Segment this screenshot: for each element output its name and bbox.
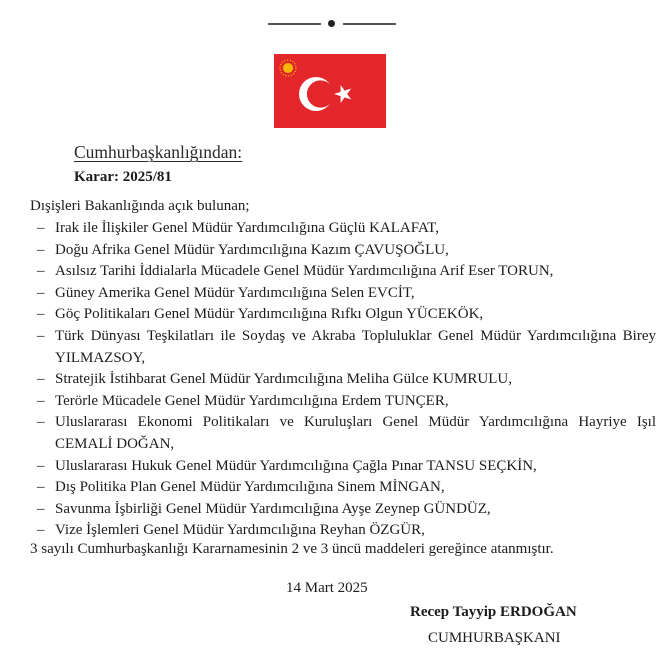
bullet-dash: – bbox=[37, 457, 45, 474]
issuer-heading: Cumhurbaşkanlığından: bbox=[74, 142, 243, 162]
bullet-dash: – bbox=[37, 500, 45, 517]
list-item bbox=[30, 283, 656, 305]
bullet-dash: – bbox=[37, 414, 45, 431]
list-item bbox=[30, 369, 656, 391]
appointment-text: Asılsız Tarihi İddialarla Mücadele Genel Müdür Yardımcılığına Arif Eser TORUN, bbox=[55, 263, 554, 280]
ornament-dot bbox=[328, 20, 335, 27]
appointment-text: Dış Politika Plan Genel Müdür Yardımcılığına Sinem MİNGAN, bbox=[55, 479, 445, 496]
appointment-text: Stratejik İstihbarat Genel Müdür Yardımcılığına Meliha Gülce KUMRULU, bbox=[55, 371, 513, 388]
ornament-line-right bbox=[343, 23, 396, 25]
bullet-dash: – bbox=[37, 306, 45, 323]
appointment-text: Doğu Afrika Genel Müdür Yardımcılığına Kazım ÇAVUŞOĞLU, bbox=[55, 241, 449, 258]
list-item bbox=[30, 304, 656, 326]
appointment-text: Türk Dünyası Teşkilatları ile Soydaş ve Akraba Topluluklar Genel Müdür Yardımcılığına Birey YILMAZSOY, bbox=[55, 327, 656, 366]
list-item bbox=[30, 520, 656, 542]
bullet-dash: – bbox=[37, 220, 45, 236]
list-item bbox=[30, 240, 656, 262]
decision-number: Karar: 2025/81 bbox=[74, 169, 172, 185]
list-item bbox=[30, 326, 656, 369]
bullet-dash: – bbox=[37, 263, 45, 280]
list-item bbox=[30, 218, 656, 240]
closing-text: 3 sayılı Cumhurbaşkanlığı Kararnamesinin 2 ve 3 üncü maddeleri gereğince atanmıştır. bbox=[30, 541, 554, 557]
bullet-dash: – bbox=[37, 392, 45, 409]
bullet-dash: – bbox=[37, 522, 45, 539]
intro-text: Dışişleri Bakanlığında açık bulunan; bbox=[30, 198, 250, 214]
list-item bbox=[30, 261, 656, 283]
list-item bbox=[30, 391, 656, 413]
appointment-text: Uluslararası Ekonomi Politikaları ve Kuruluşları Genel Müdür Yardımcılığına Hayriye Işıl CEMALİ DOĞAN, bbox=[55, 414, 656, 452]
bullet-dash: – bbox=[37, 284, 45, 301]
decision-date: 14 Mart 2025 bbox=[286, 580, 368, 596]
bullet-dash: – bbox=[37, 479, 45, 496]
turkish-flag-icon bbox=[274, 54, 386, 128]
appointment-text: Göç Politikaları Genel Müdür Yardımcılığına Rıfkı Olgun YÜCEKÖK, bbox=[55, 306, 484, 323]
ornament-line-left bbox=[268, 23, 321, 25]
appointment-text: Irak ile İlişkiler Genel Müdür Yardımcılığına Güçlü KALAFAT, bbox=[55, 220, 439, 236]
divider-ornament-icon bbox=[268, 15, 395, 27]
list-item bbox=[30, 456, 656, 478]
bullet-dash: – bbox=[37, 327, 45, 344]
signer-title: CUMHURBAŞKANI bbox=[428, 630, 561, 646]
bullet-dash: – bbox=[37, 371, 45, 388]
appointment-text: Vize İşlemleri Genel Müdür Yardımcılığına Reyhan ÖZGÜR, bbox=[55, 522, 425, 539]
flag-graphic bbox=[274, 54, 386, 128]
signer-name: Recep Tayyip ERDOĞAN bbox=[410, 604, 577, 620]
appointment-list bbox=[30, 218, 656, 542]
appointment-text: Uluslararası Hukuk Genel Müdür Yardımcılığına Çağla Pınar TANSU SEÇKİN, bbox=[55, 457, 537, 474]
list-item bbox=[30, 477, 656, 499]
appointment-text: Güney Amerika Genel Müdür Yardımcılığına Selen EVCİT, bbox=[55, 284, 415, 301]
bullet-dash: – bbox=[37, 241, 45, 258]
list-item bbox=[30, 499, 656, 521]
list-item bbox=[30, 412, 656, 455]
appointment-text: Savunma İşbirliği Genel Müdür Yardımcılığına Ayşe Zeynep GÜNDÜZ, bbox=[55, 500, 491, 517]
appointment-text: Terörle Mücadele Genel Müdür Yardımcılığına Erdem TUNÇER, bbox=[55, 392, 449, 409]
